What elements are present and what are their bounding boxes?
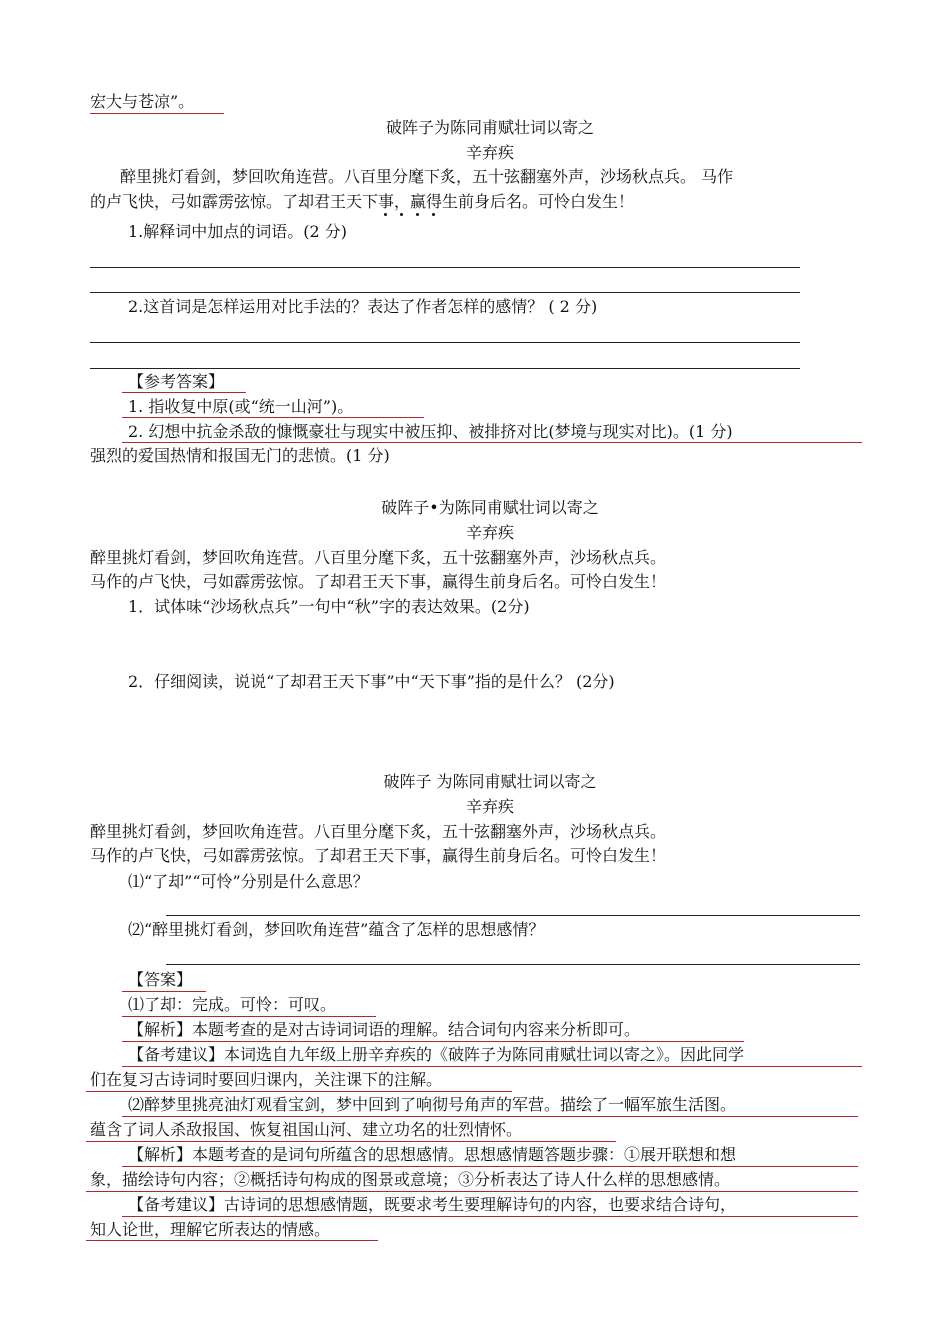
red-underline [86,1141,616,1142]
poem-author-3: 辛弃疾 [465,797,514,816]
answer-3-1: ⑴了却：完成。可怜：可叹。 [128,995,337,1014]
red-underline [86,1191,858,1192]
question-1-2: 2.这首词是怎样运用对比手法的？表达了作者怎样的感情？ ( 2 分) [128,297,598,316]
answer-heading: 【答案】 [128,970,193,989]
answer-1-2a: 2. 幻想中抗金杀敌的慷慨豪壮与现实中被压抑、被排挤对比(梦境与现实对比)。(1 分) [128,422,733,441]
advice-3-2b: 知人论世，理解它所表达的情感。 [90,1220,331,1239]
answer-blank-line [90,368,800,369]
poem-line-3b: 马作的卢飞快，弓如霹雳弦惊。了却君王天下事，赢得生前身后名。可怜白发生！ [90,846,667,865]
poem-line-2a: 醉里挑灯看剑，梦回吹角连营。八百里分麾下炙，五十弦翻塞外声，沙场秋点兵。 [90,548,667,567]
red-underline [86,1091,512,1092]
answer-1-1: 1. 指收复中原(或“统一山河”)。 [128,397,354,416]
advice-3-1b: 们在复习古诗词时要回归课内，关注课下的注解。 [90,1070,443,1089]
poem-author-1: 辛弃疾 [465,143,514,162]
answer-3-2a: ⑵醉梦里挑亮油灯观看宝剑，梦中回到了响彻号角声的军营。描绘了一幅军旅生活图。 [128,1095,737,1114]
poem-line-1a: 醉里挑灯看剑，梦回吹角连营。八百里分麾下炙，五十弦翻塞外声，沙场秋点兵。 马作 [120,167,734,186]
answer-blank-line [166,915,860,916]
emphasis-dot [384,213,387,216]
answer-blank-line [90,292,800,293]
advice-3-2a: 【备考建议】古诗词的思想感情题，既要求考生要理解诗句的内容，也要求结合诗句， [128,1195,737,1214]
answer-1-2b: 强烈的爱国热情和报国无门的悲愤。(1 分) [90,446,390,465]
red-underline [122,1066,862,1067]
red-underline [122,1116,858,1117]
question-2-1: 1．试体味“沙场秋点兵”一句中“秋”字的表达效果。(2分) [128,597,530,616]
red-underline [122,392,246,393]
advice-3-1a: 【备考建议】本词选自九年级上册辛弃疾的《破阵子为陈同甫赋壮词以寄之》。因此同学 [128,1045,745,1064]
answer-blank-line [90,342,800,343]
red-underline [122,417,424,418]
analysis-3-2a: 【解析】本题考查的是词句所蕴含的思想感情。思想感情题答题步骤：①展开联想和想 [128,1145,737,1164]
analysis-3-1: 【解析】本题考查的是对古诗词词语的理解。结合词句内容来分析即可。 [128,1020,641,1039]
poem-title-3: 破阵子 为陈同甫赋壮词以寄之 [383,772,597,791]
emphasis-dot [400,213,403,216]
poem-title-2: 破阵子•为陈同甫赋壮词以寄之 [381,498,599,517]
red-underline [122,442,862,443]
red-underline [90,113,224,114]
reference-answer-heading: 【参考答案】 [128,372,225,391]
emphasis-dot [416,213,419,216]
red-underline [122,991,206,992]
emphasis-dot [432,213,435,216]
red-underline [122,1166,858,1167]
red-underline [122,1041,744,1042]
answer-blank-line [166,964,860,965]
analysis-3-2b: 象，描绘诗句内容；②概括诗句构成的图景或意境；③分析表达了诗人什么样的思想感情。 [90,1170,731,1189]
poem-author-2: 辛弃疾 [465,523,514,542]
red-underline [86,1240,378,1241]
question-3-1: ⑴“了却”“可怜”分别是什么意思？ [128,872,369,891]
answer-blank-line [90,267,800,268]
question-3-2: ⑵“醉里挑灯看剑，梦回吹角连营”蕴含了怎样的思想感情？ [128,920,545,939]
intro-tail-text: 宏大与苍凉”。 [90,92,195,111]
poem-line-2b: 马作的卢飞快，弓如霹雳弦惊。了却君王天下事，赢得生前身后名。可怜白发生！ [90,572,667,591]
poem-line-3a: 醉里挑灯看剑，梦回吹角连营。八百里分麾下炙，五十弦翻塞外声，沙场秋点兵。 [90,822,667,841]
red-underline [122,1216,858,1217]
poem-title-1: 破阵子为陈同甫赋壮词以寄之 [385,118,594,137]
question-1-1: 1.解释词中加点的词语。(2 分) [128,222,348,241]
answer-3-2b: 蕴含了词人杀敌报国、恢复祖国山河、建立功名的壮烈情怀。 [90,1120,523,1139]
question-2-2: 2．仔细阅读，说说“了却君王天下事”中“天下事”指的是什么？ (2分) [128,672,615,691]
poem-line-1b: 的卢飞快，弓如霹雳弦惊。了却君王天下事，赢得生前身后名。可怜白发生！ [90,192,635,211]
red-underline [122,1016,376,1017]
